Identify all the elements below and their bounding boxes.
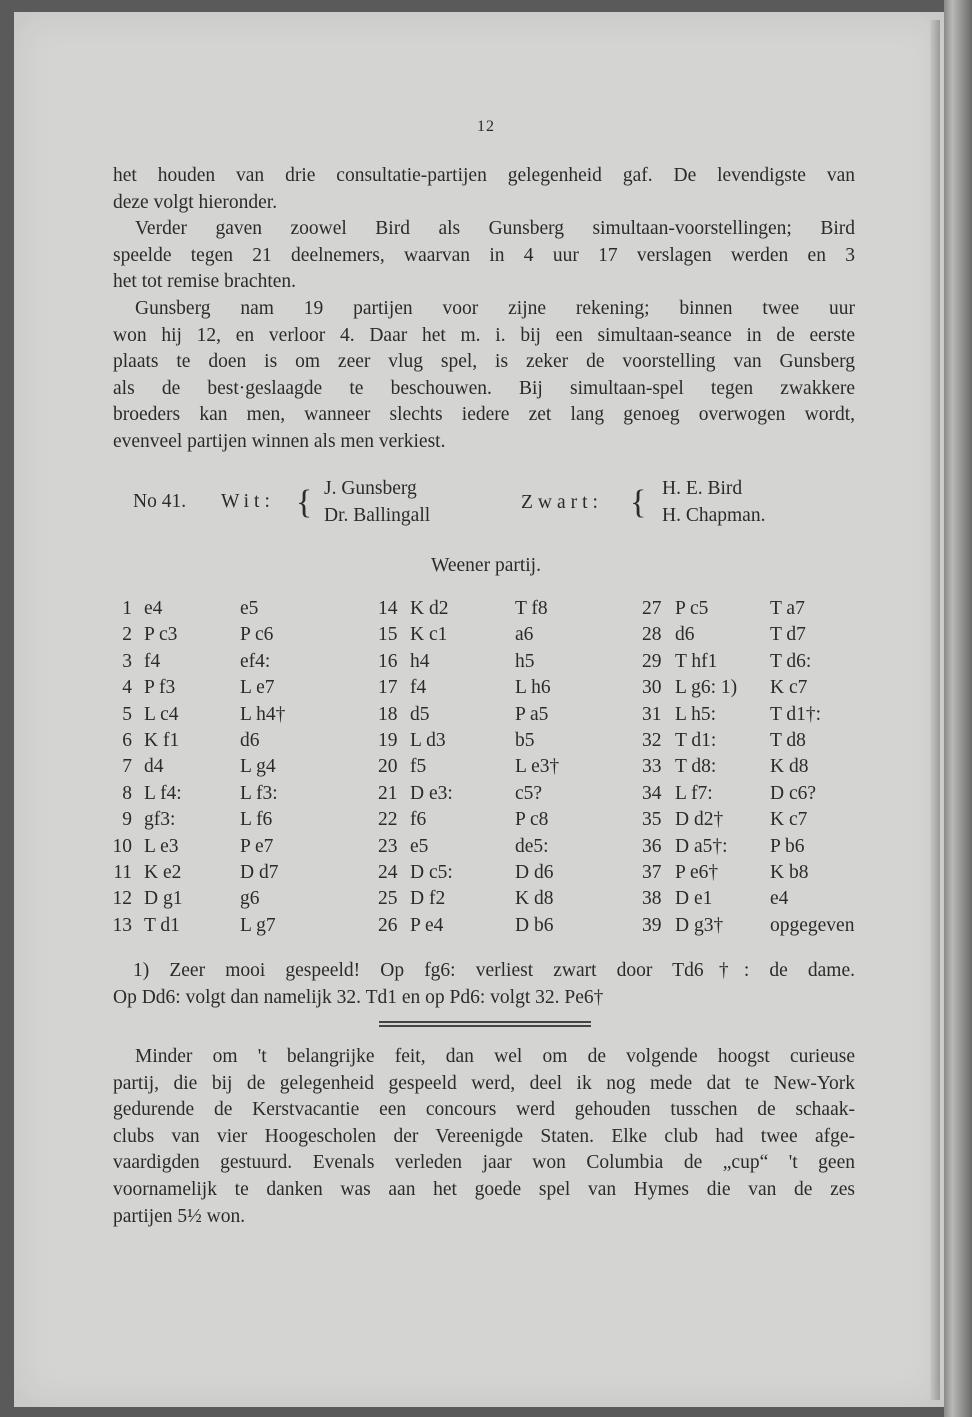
move-number: 25 <box>378 888 398 910</box>
move-row <box>0 756 972 783</box>
white-move: d6 <box>675 624 695 646</box>
black-move: L f3: <box>240 782 278 804</box>
black-brace-icon: { <box>630 484 647 521</box>
move-number: 15 <box>378 624 398 646</box>
move-number: 4 <box>122 677 132 699</box>
white-move: L d3 <box>410 730 446 751</box>
move-number: 16 <box>378 650 398 672</box>
white-move: K c1 <box>410 624 448 646</box>
text-line: plaats te doen is om zeer vlug spel, is zeker de voorstelling van Gunsberg <box>113 351 855 373</box>
black-move: D d7 <box>240 862 279 883</box>
black-move: L h6 <box>515 677 551 699</box>
white-move: D a5†: <box>675 835 728 857</box>
text-line: won hij 12, en verloor 4. Daar het m. i. bij een simultaan-seance in de eerste <box>113 324 855 346</box>
move-number: 13 <box>112 914 132 936</box>
move-row <box>0 836 972 863</box>
paragraph-closing <box>113 1044 855 1230</box>
black-move: K d8 <box>770 756 809 778</box>
black-move: e4 <box>770 888 789 910</box>
move-number: 32 <box>642 730 662 751</box>
white-move: d4 <box>144 756 164 778</box>
black-move: h5 <box>515 650 535 672</box>
black-move: e5 <box>240 598 259 619</box>
text-line: het tot remise brachten. <box>113 271 297 293</box>
move-row <box>0 704 972 731</box>
white-move: L h5: <box>675 703 716 725</box>
move-row <box>0 598 972 625</box>
white-move: T hf1 <box>675 650 718 672</box>
black-move: P c8 <box>515 809 549 831</box>
move-number: 37 <box>642 862 662 883</box>
white-move: D c5: <box>410 862 453 883</box>
white-move: P c3 <box>144 624 178 646</box>
white-move: f5 <box>410 756 427 778</box>
black-move: K c7 <box>770 809 808 831</box>
white-move: D f2 <box>410 888 446 910</box>
text-line: deze volgt hieronder. <box>113 191 278 213</box>
move-number: 27 <box>642 598 662 619</box>
black-label: Zwart: <box>521 492 603 513</box>
black-move: P a5 <box>515 703 549 725</box>
black-move: T f8 <box>515 598 548 619</box>
black-move: ef4: <box>240 650 271 672</box>
black-move: L h4† <box>240 703 286 725</box>
move-number: 23 <box>378 835 398 857</box>
footnote-line: Op Dd6: volgt dan namelijk 32. Td1 en op Pd6: volgt 32. Pe6† <box>113 986 604 1008</box>
move-number: 36 <box>642 835 662 857</box>
move-number: 28 <box>642 624 662 646</box>
move-number: 34 <box>642 782 662 804</box>
black-player-2: H. Chapman. <box>662 505 766 526</box>
move-row <box>0 809 972 836</box>
black-move: d6 <box>240 730 260 751</box>
move-number: 14 <box>378 598 398 619</box>
white-move: f4 <box>410 677 427 699</box>
white-move: e5 <box>410 835 429 857</box>
white-move: L f7: <box>675 782 713 804</box>
black-move: D d6 <box>515 862 554 883</box>
move-number: 31 <box>642 703 662 725</box>
black-move: g6 <box>240 888 260 910</box>
game-number: No 41. <box>133 491 187 512</box>
white-player-1: J. Gunsberg <box>324 478 417 499</box>
text-line: broeders kan men, wanneer slechts iedere zet lang genoeg overwogen wordt, <box>113 404 855 426</box>
move-number: 30 <box>642 677 662 699</box>
move-number: 3 <box>122 650 132 672</box>
black-move: a6 <box>515 624 534 646</box>
black-move: P b6 <box>770 835 805 857</box>
white-move: K e2 <box>144 862 182 883</box>
move-number: 1 <box>122 598 132 619</box>
divider-rule <box>379 1025 591 1027</box>
white-move: T d8: <box>675 756 717 778</box>
white-label: Wit: <box>221 491 275 512</box>
footnote-line: 1) Zeer mooi gespeeld! Op fg6: verliest zwart door Td6†: de dame. <box>133 960 855 981</box>
move-row <box>0 783 972 810</box>
black-player-1: H. E. Bird <box>662 478 743 499</box>
move-row <box>0 888 972 915</box>
move-number: 26 <box>378 914 398 936</box>
paragraph-intro <box>113 163 855 456</box>
white-move: P f3 <box>144 677 176 699</box>
game-subtitle: Weener partij. <box>431 555 541 576</box>
move-number: 21 <box>378 782 398 804</box>
white-move: D e1 <box>675 888 713 910</box>
white-move: L c4 <box>144 703 179 725</box>
black-move: D b6 <box>515 914 554 936</box>
move-number: 8 <box>122 782 132 804</box>
text-line: voornamelijk te danken was aan het goede spel van Hymes die van de zes <box>113 1178 855 1200</box>
footnote <box>113 958 855 1011</box>
white-move: L g6: 1) <box>675 677 738 699</box>
white-move: T d1: <box>675 730 717 751</box>
black-move: T d6: <box>770 650 812 672</box>
black-move: b5 <box>515 730 535 751</box>
black-move: P e7 <box>240 835 274 857</box>
text-line: speelde tegen 21 deelnemers, waarvan in 4 uur 17 verslagen werden en 3 <box>113 244 855 266</box>
black-move: K c7 <box>770 677 808 699</box>
move-row <box>0 730 972 757</box>
black-move: c5? <box>515 782 543 804</box>
page-number: 12 <box>477 118 495 135</box>
move-number: 6 <box>122 730 132 751</box>
game-header <box>0 478 972 534</box>
white-move: D g3† <box>675 914 724 936</box>
white-move: K f1 <box>144 730 180 751</box>
move-number: 10 <box>112 835 132 857</box>
move-number: 33 <box>642 756 662 778</box>
white-move: e4 <box>144 598 163 619</box>
black-move: L g7 <box>240 914 276 936</box>
black-move: P c6 <box>240 624 274 646</box>
text-line: evenveel partijen winnen als men verkiest. <box>113 430 446 452</box>
text-line: partijen 5½ won. <box>113 1205 246 1227</box>
move-row <box>0 915 972 942</box>
white-move: h4 <box>410 650 430 672</box>
move-row <box>0 677 972 704</box>
move-number: 24 <box>378 862 398 883</box>
move-number: 35 <box>642 809 662 831</box>
move-number: 29 <box>642 650 662 672</box>
white-move: L e3 <box>144 835 179 857</box>
black-move: K b8 <box>770 862 809 883</box>
black-move: L f6 <box>240 809 273 831</box>
white-brace-icon: { <box>296 484 313 521</box>
text-line: als de best·geslaagde te beschouwen. Bij simultaan-spel tegen zwakkere <box>113 377 855 399</box>
black-move: L g4 <box>240 756 276 778</box>
move-row <box>0 624 972 651</box>
black-move: L e7 <box>240 677 275 699</box>
move-number: 12 <box>112 888 132 910</box>
white-move: L f4: <box>144 782 182 804</box>
move-number: 19 <box>378 730 398 751</box>
divider-rule <box>379 1021 591 1023</box>
text-line: gedurende de Kerstvacantie een concours werd gehouden tusschen de schaak- <box>113 1099 855 1121</box>
white-move: P e6† <box>675 862 719 883</box>
white-move: D d2† <box>675 809 724 831</box>
black-move: T a7 <box>770 598 805 619</box>
move-row <box>0 862 972 889</box>
white-move: D e3: <box>410 782 453 804</box>
white-move: D g1 <box>144 888 183 910</box>
move-number: 38 <box>642 888 662 910</box>
black-move: L e3† <box>515 756 560 778</box>
move-number: 5 <box>122 703 132 725</box>
move-number: 9 <box>122 809 132 831</box>
white-move: gf3: <box>144 809 176 831</box>
move-number: 2 <box>122 624 132 646</box>
black-move: de5: <box>515 835 549 857</box>
white-move: f6 <box>410 809 427 831</box>
text-line: Minder om 't belangrijke feit, dan wel om de volgende hoogst curieuse <box>135 1046 855 1067</box>
move-number: 11 <box>113 862 132 883</box>
black-move: T d7 <box>770 624 806 646</box>
text-line: vaardigden gestuurd. Evenals verleden jaar won Columbia de „cup“ 't geen <box>113 1152 855 1174</box>
text-line: Verder gaven zoowel Bird als Gunsberg simultaan-voorstellingen; Bird <box>135 218 855 240</box>
text-line: Gunsberg nam 19 partijen voor zijne rekening; binnen twee uur <box>135 297 855 319</box>
move-number: 17 <box>378 677 398 699</box>
move-number: 20 <box>378 756 398 778</box>
black-move: opgegeven <box>770 914 855 936</box>
white-move: P e4 <box>410 914 444 936</box>
white-player-2: Dr. Ballingall <box>324 505 431 526</box>
white-move: T d1 <box>144 914 180 936</box>
move-number: 7 <box>122 756 132 778</box>
move-number: 18 <box>378 703 398 725</box>
white-move: P c5 <box>675 598 709 619</box>
black-move: K d8 <box>515 888 554 910</box>
move-number: 39 <box>642 914 662 936</box>
white-move: K d2 <box>410 598 449 619</box>
white-move: d5 <box>410 703 430 725</box>
black-move: T d8 <box>770 730 806 751</box>
text-line: clubs van vier Hoogescholen der Vereenigde Staten. Elke club had twee afge- <box>113 1125 855 1147</box>
text-line: partij, die bij de gelegenheid gespeeld werd, deel ik nog mede dat te New-York <box>113 1072 855 1094</box>
black-move: T d1†: <box>770 703 822 725</box>
move-number: 22 <box>378 809 398 831</box>
white-move: f4 <box>144 650 161 672</box>
text-line: het houden van drie consultatie-partijen gelegenheid gaf. De levendigste van <box>113 165 855 186</box>
move-row <box>0 651 972 678</box>
black-move: D c6? <box>770 782 817 804</box>
